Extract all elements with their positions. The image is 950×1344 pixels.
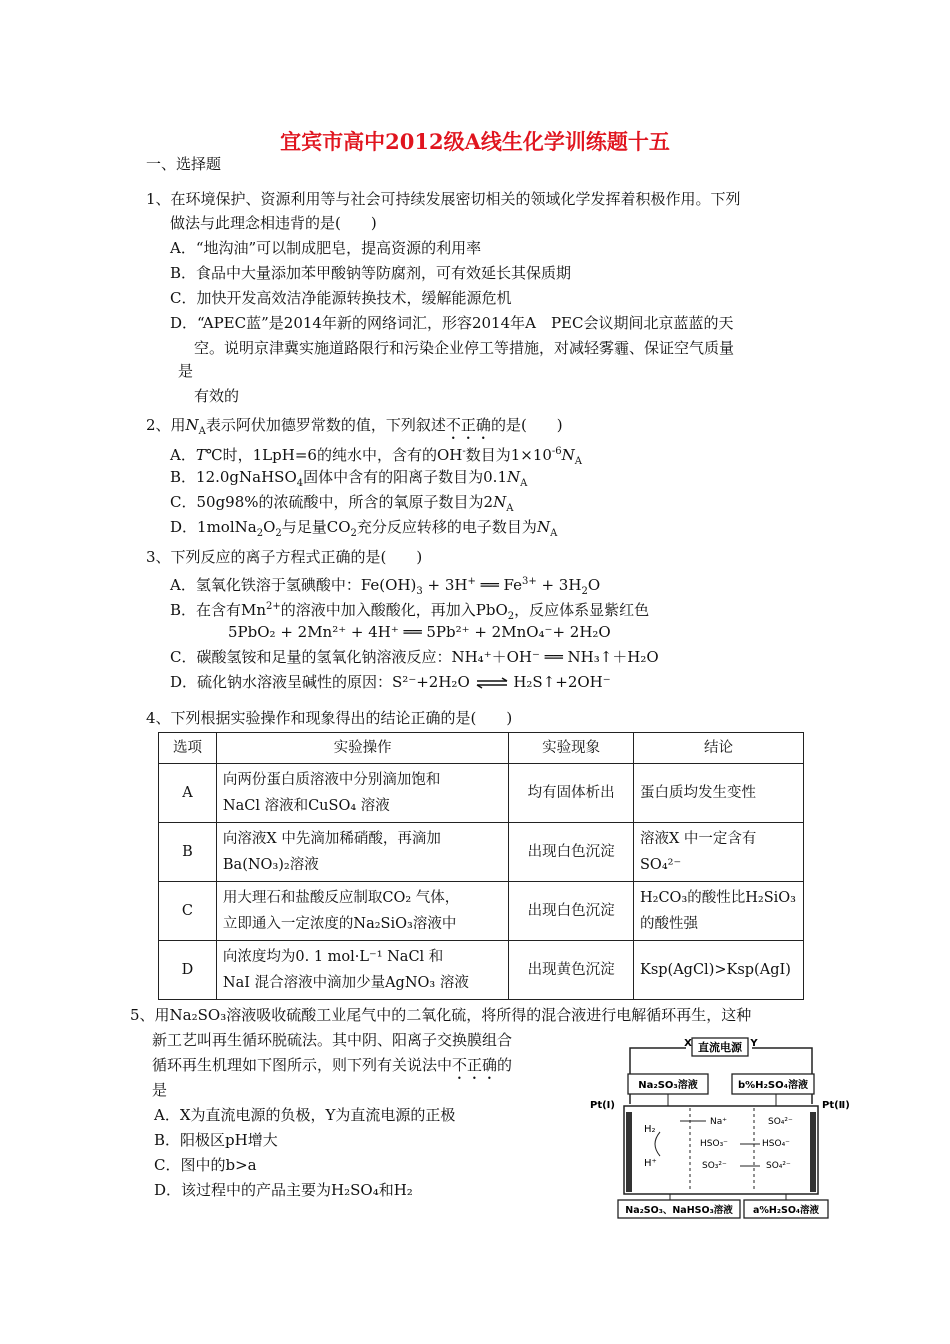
q3-option-d: D．硫化钠水溶液呈碱性的原因：S²⁻+2H₂O H₂S↑+2OH⁻	[170, 673, 611, 691]
left-bottom-solution: Na₂SO₃、NaHSO₃溶液	[625, 1205, 733, 1216]
row-option: B	[159, 823, 217, 882]
table-row	[159, 823, 804, 882]
terminal-y: Y	[750, 1038, 758, 1049]
q5-stem-line4: 是	[152, 1081, 168, 1099]
q1-option-a: A．“地沟油”可以制成肥皂，提高资源的利用率	[170, 239, 482, 257]
table-row	[159, 941, 804, 1000]
q5-option-c: C．图中的b>a	[154, 1156, 257, 1174]
q1-option-b: B．食品中大量添加苯甲酸钠等防腐剂，可有效延长其保质期	[170, 264, 572, 282]
terminal-x: X	[684, 1038, 692, 1049]
header-conclusion: 结论	[634, 733, 804, 764]
q3-option-a: A．氢氧化铁溶于氢碘酸中：$Fe(OH)_3 + 3H^+$ ══ $Fe^{3+} + 3H_2O$	[170, 576, 601, 597]
left-electrode	[626, 1112, 632, 1192]
h2-label: H₂	[644, 1124, 656, 1135]
so4-label: SO₄²⁻	[768, 1117, 793, 1127]
left-top-solution: Na₂SO₃溶液	[638, 1080, 698, 1091]
row-operation: 向溶液X 中先滴加稀硝酸，再滴加 Ba(NO₃)₂溶液	[216, 823, 508, 882]
q1-stem-line2: 做法与此理念相违背的是( )	[170, 214, 377, 232]
row-conclusion: 溶液X 中一定含有 SO₄²⁻	[634, 823, 804, 882]
q1-option-d-line3: 是	[178, 362, 194, 380]
row-conclusion: H₂CO₃的酸性比H₂SiO₃ 的酸性强	[634, 882, 804, 941]
q2-option-d: D．$1molNa_2O_2$与足量$CO_2$充分反应转移的电子数目为$N_A$	[170, 518, 558, 539]
q5-option-d: D．该过程中的产品主要为H₂SO₄和H₂	[154, 1181, 413, 1199]
row-option: D	[159, 941, 217, 1000]
q1-option-d-line2: 空。说明京津冀实施道路限行和污染企业停工等措施，对减轻雾霾、保证空气质量	[194, 339, 735, 357]
q5-option-b: B．阳极区pH增大	[154, 1131, 278, 1149]
hso4-label: HSO₄⁻	[762, 1139, 790, 1149]
row-option: A	[159, 764, 217, 823]
right-bottom-solution: a%H₂SO₄溶液	[752, 1205, 820, 1216]
q1-option-d-line4: 有效的	[194, 387, 240, 405]
q2-option-b: B．12.0gNaHSO$_4$固体中含有的阳离子数目为$0.1N_A$	[170, 468, 528, 489]
row-option: C	[159, 882, 217, 941]
electrolysis-diagram	[590, 1036, 850, 1220]
q2-option-c: C．50g98%的浓硫酸中，所含的氧原子数目为$2N_A$	[170, 493, 514, 514]
row-phenomenon: 出现白色沉淀	[509, 882, 634, 941]
power-label: 直流电源	[698, 1041, 742, 1054]
so4-right-label: SO₄²⁻	[766, 1161, 791, 1171]
table-row	[159, 764, 804, 823]
row-phenomenon: 均有固体析出	[509, 764, 634, 823]
equilibrium-arrow-icon	[475, 678, 509, 688]
left-electrode-label: Pt(Ⅰ)	[590, 1100, 615, 1111]
q1-option-d-line1: D．“APEC蓝”是2014年新的网络词汇，形容2014年A PEC会议期间北京蓝蓝的天	[170, 314, 734, 332]
row-operation: 向浓度均为0. 1 mol·L⁻¹ NaCl 和 NaI 混合溶液中滴加少量AgNO₃ 溶液	[216, 941, 508, 1000]
header-option: 选项	[159, 733, 217, 764]
row-operation: 用大理石和盐酸反应制取CO₂ 气体， 立即通入一定浓度的Na₂SiO₃溶液中	[216, 882, 508, 941]
q5-stem-line1: 5、用Na₂SO₃溶液吸收硫酸工业尾气中的二氧化硫，将所得的混合液进行电解循环再生，这种	[130, 1006, 752, 1024]
na-label: Na⁺	[710, 1117, 727, 1127]
q3-stem: 3、下列反应的离子方程式正确的是( )	[146, 548, 423, 566]
q5-stem-line3: 循环再生机理如下图所示，则下列有关说法中不正确的	[152, 1056, 513, 1074]
hso3-label: HSO₃⁻	[700, 1139, 728, 1149]
right-electrode-label: Pt(Ⅱ)	[822, 1100, 850, 1111]
table-header-row	[159, 733, 804, 764]
page-title: 宜宾市高中2012级A线生化学训练题十五	[280, 129, 670, 154]
q2-option-a: A．T℃时，1LpH=6的纯水中，含有的OH-数目为$1\times 10^{-6}N_A$	[170, 446, 583, 467]
q4-stem: 4、下列根据实验操作和现象得出的结论正确的是( )	[146, 709, 513, 727]
section-heading: 一、选择题	[146, 155, 222, 173]
row-phenomenon: 出现白色沉淀	[509, 823, 634, 882]
q3-option-b-equation: 5PbO₂ + 2Mn²⁺ + 4H⁺ ══ 5Pb²⁺ + 2MnO₄⁻+ 2H₂O	[228, 623, 611, 641]
so3-label: SO₃²⁻	[702, 1161, 727, 1171]
right-top-solution: b%H₂SO₄溶液	[737, 1080, 809, 1091]
q3-option-b: B．在含有$Mn^{2+}$的溶液中加入酸酸化，再加入PbO$_2$，反应体系显紫红色	[170, 601, 650, 622]
q5-stem-line2: 新工艺叫再生循环脱硫法。其中阴、阳离子交换膜组合	[152, 1031, 513, 1049]
row-phenomenon: 出现黄色沉淀	[509, 941, 634, 1000]
table-row	[159, 882, 804, 941]
q1-stem-line1: 1、在环境保护、资源利用等与社会可持续发展密切相关的领域化学发挥着积极作用。下列	[146, 190, 741, 208]
q5-option-a: A．X为直流电源的负极，Y为直流电源的正极	[154, 1106, 456, 1124]
q1-option-c: C．加快开发高效洁净能源转换技术，缓解能源危机	[170, 289, 512, 307]
header-phenomenon: 实验现象	[509, 733, 634, 764]
q3-option-c: C．碳酸氢铵和足量的氢氧化钠溶液反应：NH₄⁺＋OH⁻ ══ NH₃↑＋H₂O	[170, 648, 659, 666]
right-electrode	[810, 1112, 816, 1192]
experiment-table	[158, 732, 804, 1000]
hplus-label: H⁺	[644, 1158, 657, 1169]
header-operation: 实验操作	[216, 733, 508, 764]
row-operation: 向两份蛋白质溶液中分别滴加饱和 NaCl 溶液和CuSO₄ 溶液	[216, 764, 508, 823]
row-conclusion: Ksp(AgCl)>Ksp(AgI)	[634, 941, 804, 1000]
row-conclusion: 蛋白质均发生变性	[634, 764, 804, 823]
q2-stem: 2、用$N_A$表示阿伏加德罗常数的值，下列叙述不正确的是( )	[146, 416, 563, 437]
